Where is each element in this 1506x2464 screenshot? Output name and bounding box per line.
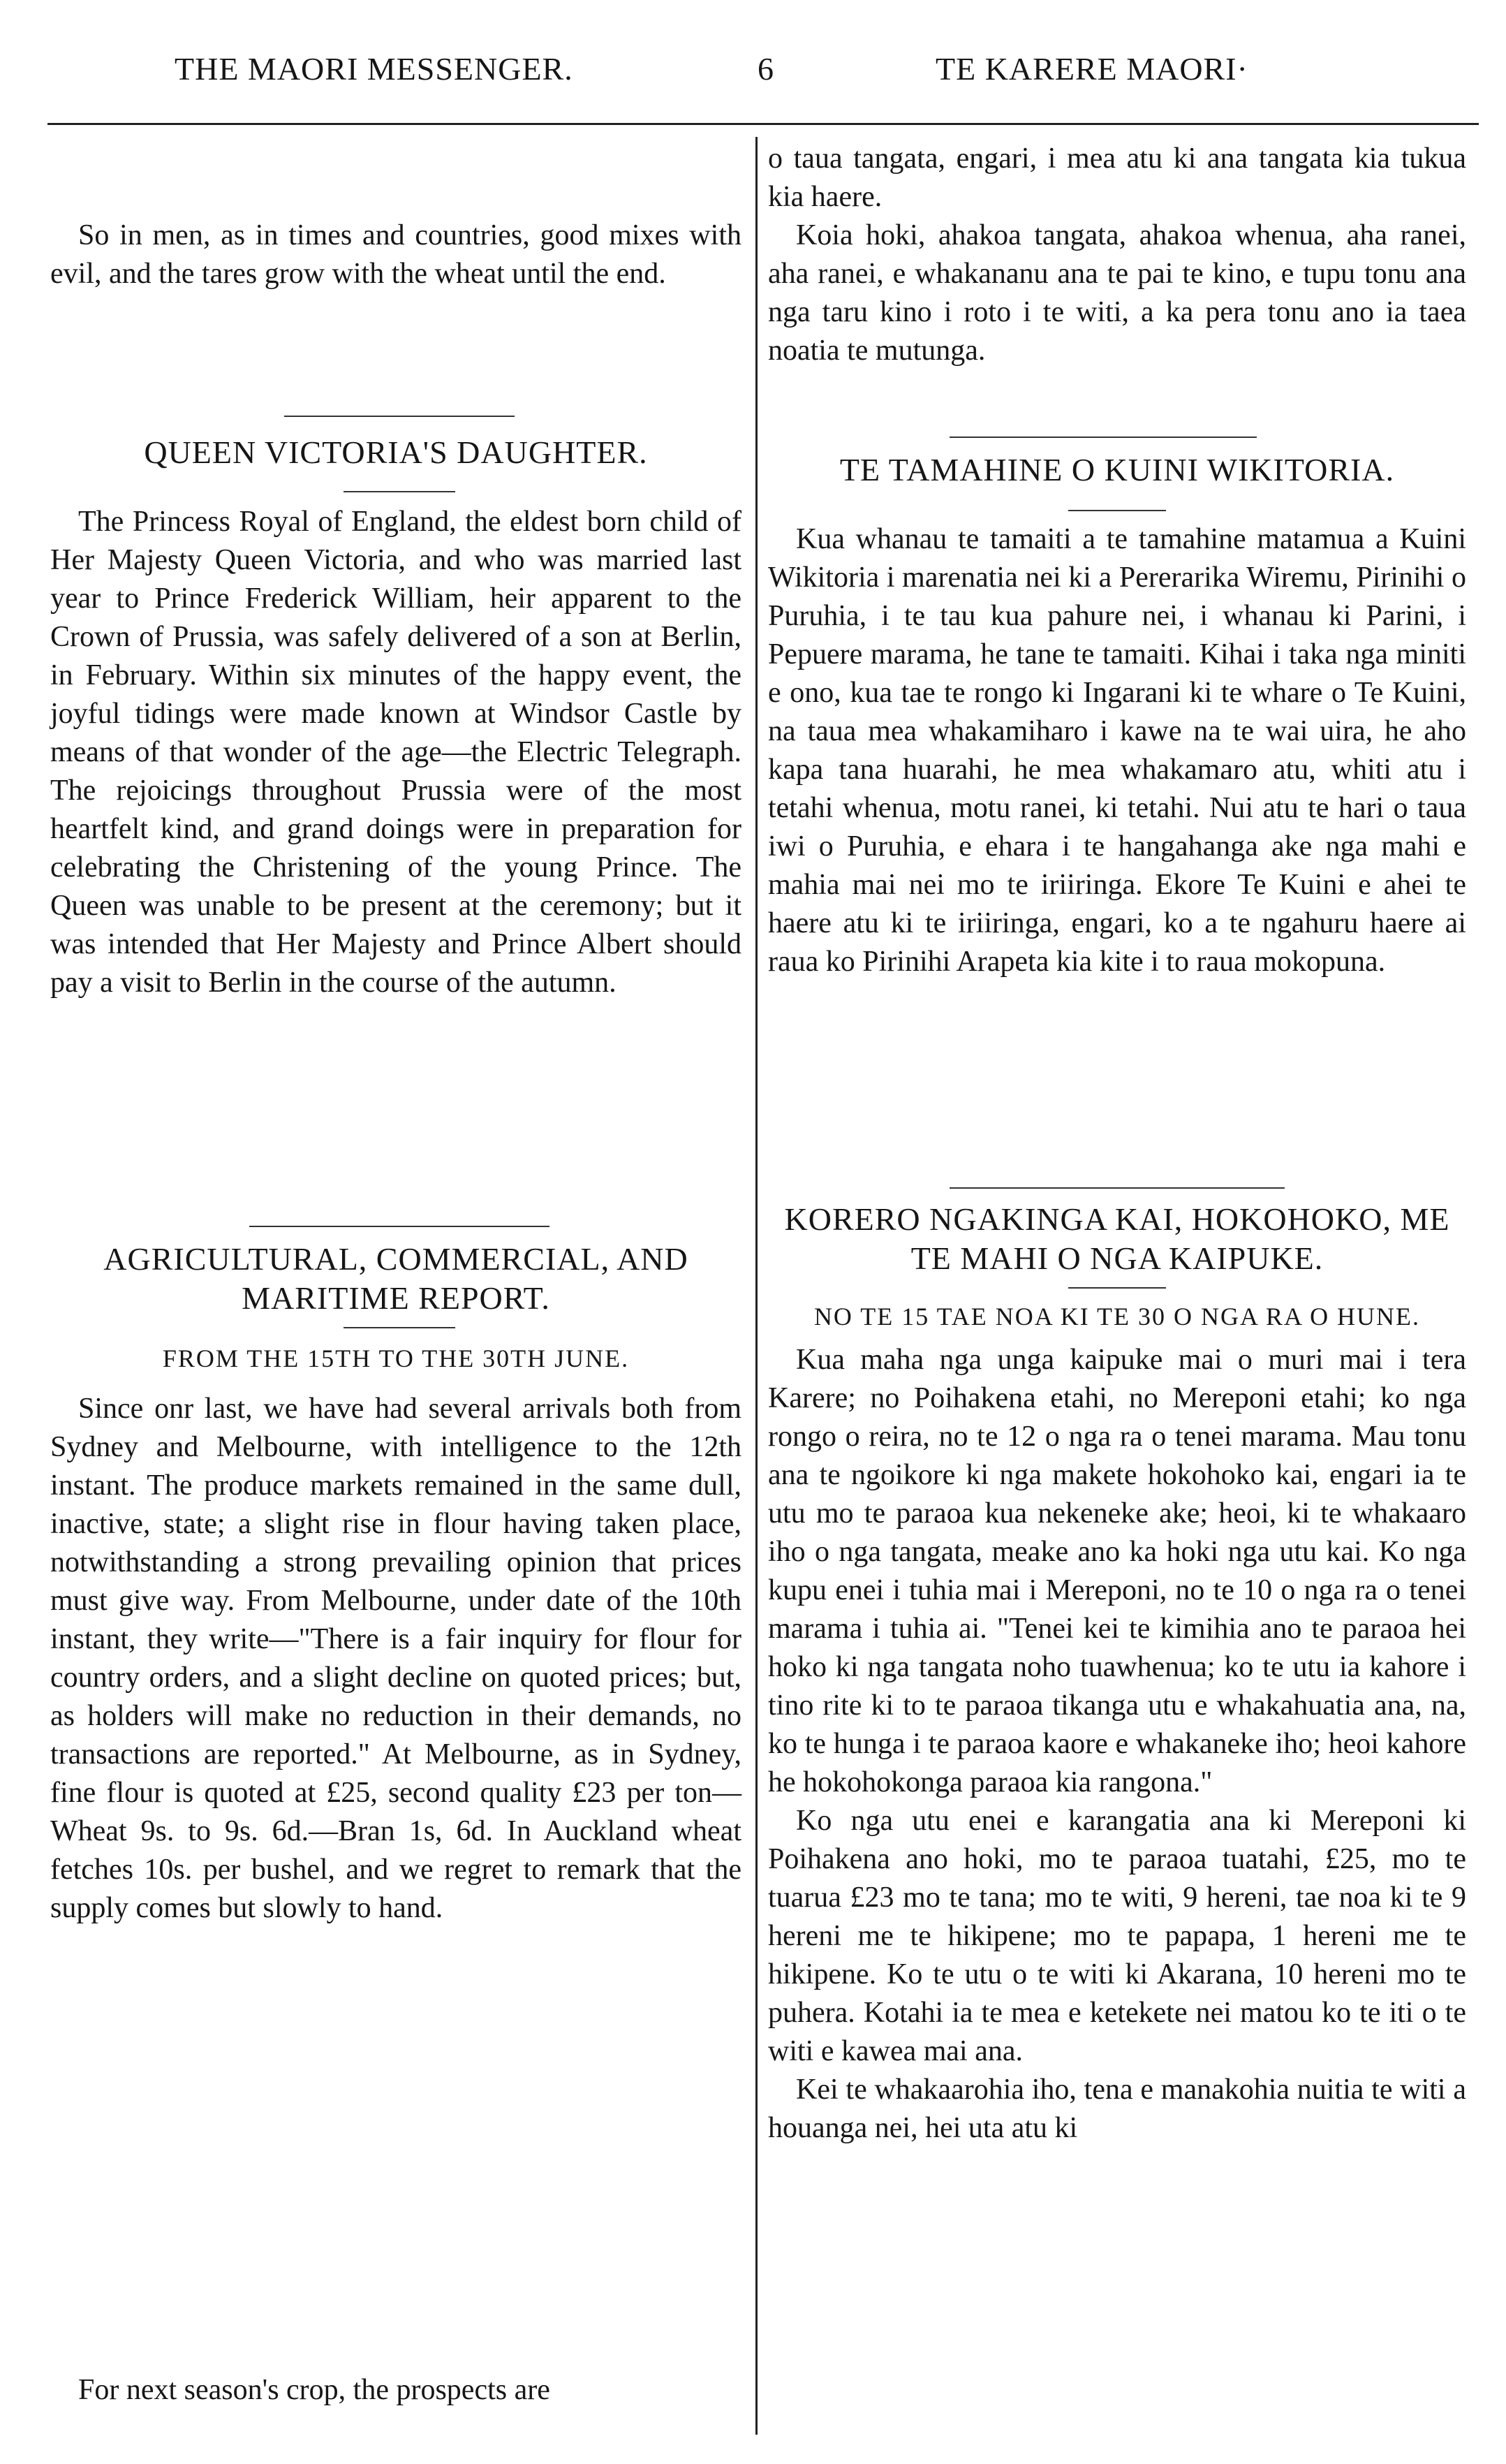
report-heading: AGRICULTURAL, COMMERCIAL, AND MARITIME REPORT. (103, 1241, 688, 1316)
queen-paragraph-maori: Kua whanau te tamaiti a te tamahine matamua a Kuini Wikitoria i marenatia nei ki a Pererarika Wiremu, Pirinihi o Puruhia, i te tau kua pahure nei, i whanau ki Parini, i Pepuere marama, he tane te tamaiti. Kihai i taka nga miniti e ono, kua tae te rongo ki Ingarani ki te whare o Te Kuini, na taua mea whakamiharo i kawe na te wai uira, he aho kapa tana huarahi, he mea whakamaro atu, whiti atu i tetahi whenua, motu ranei, ki tetahi. Nui atu te hari o taua iwi o Puruhia, e ehara i te hangahanga ake nga mahi e mahia mai nei mo te iriiringa. Ekore Te Kuini e ahei te haere atu ki te iriiringa, engari, ko a te ngahuru haere ai raua ko Pirinihi Arapeta kia kite i to raua mokopuna. (768, 523, 1466, 978)
report-paragraph-2: Ko nga utu enei e karangatia ana ki Mereponi ki Poihakena ano hoki, mo te paraoa tuatahi, £25, mo te tuarua £23 mo te tana; mo te witi, 9 hereni, tae noa ki te 9 hereni me te hikipene; mo te papapa, 1 hereni me te hikipene. Ko te utu o te witi ki Akarana, 10 hereni mo te puhera. Kotahi ia te mea e ketekete nei matou ko te iti o te witi e kawea mai ana. (768, 1805, 1466, 2067)
report-paragraph: Since onr last, we have had several arrivals both from Sydney and Melbourne, with intelligence to the 12th instant. The produce markets remained in the same dull, inactive, state; a slight rise in flour having taken place, notwithstanding a strong prevailing opinion that prices must give way. From Melbourne, under date of the 10th instant, they write—"There is a fair inquiry for flour for country orders, and a slight decline on quoted prices; but, as holders will make no reduction in their demands, no transactions are reported." At Melbourne, as in Sydney, fine flour is quoted at £25, second quality £23 per ton—Wheat 9s. to 9s. 6d.—Bran 1s, 6d. In Auckland wheat fetches 10s. per bushel, and we regret to remark that the supply comes but slowly to hand. (50, 1393, 741, 1924)
section-rule (950, 437, 1257, 438)
heading-rule (1068, 510, 1166, 511)
report-paragraph-3: Kei te whakaarohia iho, tena e manakohia nuitia te witi a houanga nei, hei uta atu ki (768, 2074, 1466, 2144)
masthead-english: THE MAORI MESSENGER. (175, 51, 573, 87)
heading-rule (344, 1327, 455, 1328)
section-rule (284, 416, 515, 417)
queen-heading-maori: TE TAMAHINE O KUINI WIKITORIA. (839, 452, 1395, 487)
intro-paragraph: So in men, as in times and countries, good mixes with evil, and the tares grow with the wheat until the end. (50, 219, 741, 290)
masthead-maori: TE KARERE MAORI· (936, 51, 1248, 87)
report-subheading: FROM THE 15TH TO THE 30TH JUNE. (162, 1344, 630, 1372)
intro-paragraph-continued: o taua tangata, engari, i mea atu ki ana tangata kia tukua kia haere. (768, 142, 1466, 213)
report-paragraph-1: Kua maha nga unga kaipuke mai o muri mai i tera Karere; no Poihakena etahi, no Mereponi etahi; ko nga rongo o reira, no te 12 o nga ra o tenei marama. Mau tonu ana te ngoikore ki nga makete hokohoko kai, engari ia te utu mo te paraoa kua nekeneke ake; heoi, ki te whakaaro iho o nga tangata, meake ano ka hoki nga utu kai. Ko nga kupu enei i tuhia mai i Mereponi, no te 10 o nga ra o tenei marama i tuhia ai. "Tenei kei te kimihia ano te paraoa hei hoko ki nga tangata noho tuawhenua; ko te utu ia kahore i tino rite ki to te paraoa tikanga utu e whakahuatia ana, na, ko te hunga i te paraoa kaore e whakaneke iho; heoi kahore he hokohokonga paraoa kia rangona." (768, 1344, 1466, 1798)
section-rule (950, 1187, 1285, 1189)
report-heading-maori: KORERO NGAKINGA KAI, HOKOHOKO, ME TE MAHI O NGA KAIPUKE. (784, 1201, 1450, 1276)
maori-column (768, 140, 1466, 2436)
heading-rule (1068, 1287, 1166, 1289)
page-number: 6 (758, 51, 774, 87)
queen-paragraph: The Princess Royal of England, the eldest born child of Her Majesty Queen Victoria, and who was married last year to Prince Frederick William, heir apparent to the Crown of Prussia, was safely delivered of a son at Berlin, in February. Within six minutes of the happy event, the joyful tidings were made known at Windsor Castle by means of that wonder of the age—the Electric Telegraph. The rejoicings throughout Prussia were of the most heartfelt kind, and grand doings were in preparation for celebrating the Christening of the young Prince. The Queen was unable to be present at the ceremony; but it was intended that Her Majesty and Prince Albert should pay a visit to Berlin in the course of the autumn. (50, 506, 741, 999)
queen-heading: QUEEN VICTORIA'S DAUGHTER. (144, 434, 648, 470)
header-rule (47, 123, 1479, 125)
english-column (50, 140, 741, 2436)
heading-rule (344, 491, 455, 492)
section-rule (249, 1226, 549, 1227)
report-subheading-maori: NO TE 15 TAE NOA KI TE 30 O NGA RA O HUNE. (813, 1303, 1421, 1330)
intro-paragraph-2: Koia hoki, ahakoa tangata, ahakoa whenua, aha ranei, aha ranei, e whakananu ana te pai te kino, e tupu tonu ana nga taru kino i roto i te witi, a ka pera tonu ano ia taea noatia te mutunga. (768, 219, 1466, 367)
page-header (0, 50, 1506, 113)
crop-paragraph: For next season's crop, the prospects are (78, 2374, 550, 2406)
column-divider (755, 137, 758, 2435)
